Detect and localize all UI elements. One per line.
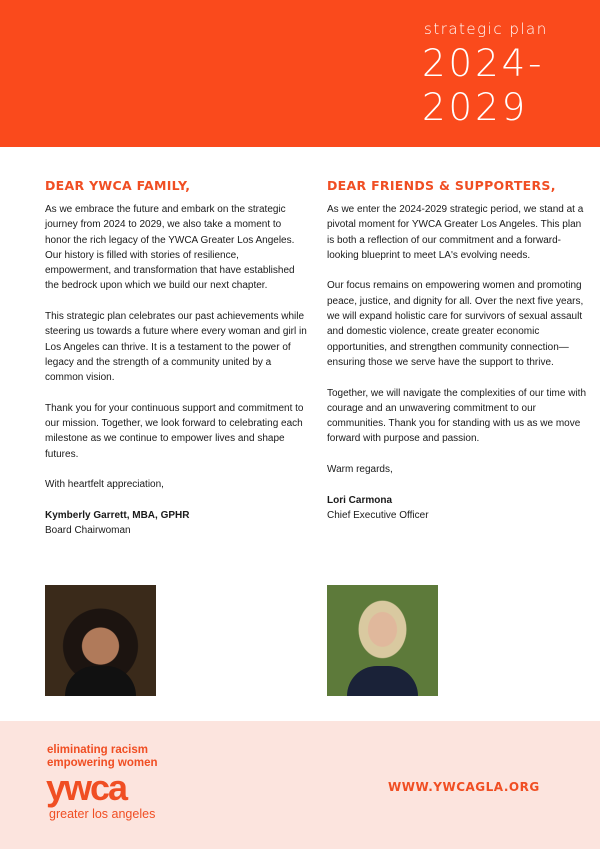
letter-heading: DEAR FRIENDS & SUPPORTERS, bbox=[327, 178, 556, 193]
header-years bbox=[422, 42, 545, 130]
paragraph: As we enter the 2024-2029 strategic period, we stand at a pivotal moment for YWCA Greater Los Angeles. This plan is both a reflection of our commitment and a forward-looking blueprint to meet LA's evolving needs. bbox=[327, 204, 584, 261]
ceo-photo bbox=[327, 585, 438, 696]
paragraph: Thank you for your continuous support and commitment to our mission. Together, we look forward to celebrating each milestone as we continue to empower lives and shape futures. bbox=[45, 402, 304, 460]
paragraph: This strategic plan celebrates our past achievements while steering us towards a future where every woman and girl in Los Angeles can thrive. It is a testament to the power of legacy and the strength of a community united by a common vision. bbox=[45, 311, 307, 384]
signatory-role: Chief Executive Officer bbox=[327, 509, 429, 521]
signatory-name: Kymberly Garrett, MBA, GPHR bbox=[45, 509, 190, 521]
logo-subtitle: greater los angeles bbox=[49, 807, 156, 821]
photo-detail bbox=[65, 666, 136, 696]
signatory-role: Board Chairwoman bbox=[45, 525, 131, 537]
paragraph: Together, we will navigate the complexities of our time with courage and an unwavering commitment to our communities. Thank you for standing with us as we move forward with purpose and passion. bbox=[327, 387, 587, 445]
letter-board-chair bbox=[45, 178, 307, 539]
letter-heading: DEAR YWCA FAMILY, bbox=[45, 178, 191, 193]
letter-ceo bbox=[327, 178, 589, 523]
logo-tagline-2: empowering women bbox=[47, 757, 158, 769]
signatory-name: Lori Carmona bbox=[327, 494, 393, 506]
logo-tagline-1: eliminating racism bbox=[47, 744, 148, 756]
paragraph: Our focus remains on empowering women and promoting peace, justice, and dignity for all. Over the next five years, we will expand holistic care for survivors of sexual assault and domestic violence, create greater economic opportunities, and strengthen community connection—ensuring those we serve have the support to thrive. bbox=[327, 280, 584, 368]
website-link[interactable]: WWW.YWCAGLA.ORG bbox=[388, 780, 540, 794]
photo-detail bbox=[347, 666, 418, 696]
header-banner bbox=[0, 0, 600, 147]
year-line-2: 2029 bbox=[422, 86, 529, 129]
header-subtitle: strategic plan bbox=[424, 20, 548, 38]
closing: Warm regards, bbox=[327, 464, 393, 476]
ywca-logo: ywca bbox=[46, 767, 127, 808]
year-line-1: 2024- bbox=[422, 42, 545, 85]
closing: With heartfelt appreciation, bbox=[45, 479, 164, 491]
board-chair-photo bbox=[45, 585, 156, 696]
paragraph: As we embrace the future and embark on the strategic journey from 2024 to 2029, we also take a moment to honor the rich legacy of the YWCA Greater Los Angeles. Our history is filled with stories of resilience, empowerment, and transformation that have established the bedrock upon which we build our next chapter. bbox=[45, 204, 295, 292]
